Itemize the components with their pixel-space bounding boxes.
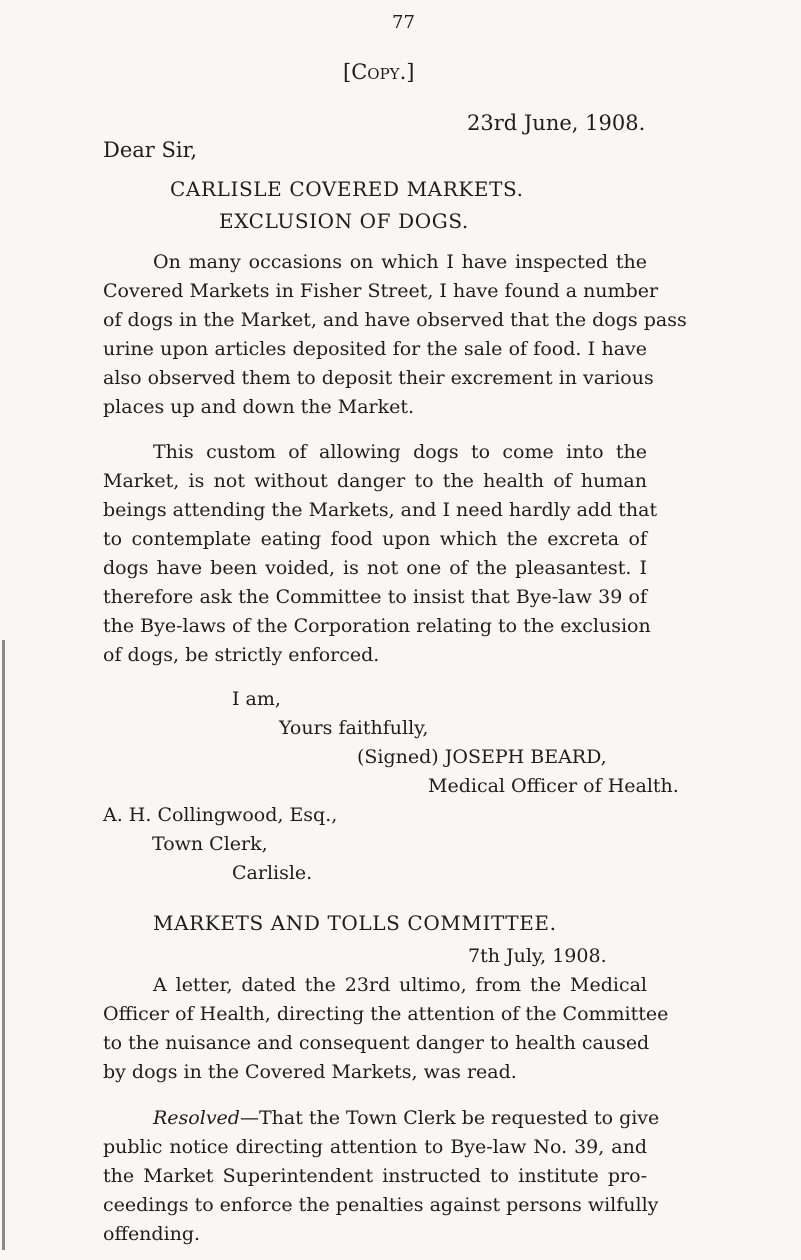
page-edge-shadow <box>2 640 5 1250</box>
page-number: 77 <box>392 12 415 33</box>
text-line: to the nuisance and consequent danger to health caused <box>103 1032 650 1054</box>
text-line: On many occasions on which I have inspected the <box>153 251 647 273</box>
text-line: places up and down the Market. <box>103 396 415 418</box>
text-line: dogs have been voided, is not one of the pleasantest. I <box>103 557 647 579</box>
text-line: by dogs in the Covered Markets, was read. <box>103 1061 517 1083</box>
heading-carlisle-covered-markets: CARLISLE COVERED MARKETS. <box>170 177 524 201</box>
text-line: also observed them to deposit their excrement in various <box>103 367 654 389</box>
closing-yours: Yours faithfully, <box>279 717 429 739</box>
text-line: A letter, dated the 23rd ultimo, from the Medical <box>153 974 647 996</box>
text-line: beings attending the Markets, and I need hardly add that <box>103 499 658 521</box>
text-line: the Bye-laws of the Corporation relating to the exclusion <box>103 615 651 637</box>
text-line: urine upon articles deposited for the sale of food. I have <box>103 338 647 360</box>
addressee-position: Town Clerk, <box>152 833 268 855</box>
text-line: Covered Markets in Fisher Street, I have found a number <box>103 280 659 302</box>
heading-exclusion-of-dogs: EXCLUSION OF DOGS. <box>219 209 469 233</box>
text-line: ceedings to enforce the penalties against persons wilfully <box>103 1194 659 1216</box>
text-line: offending. <box>103 1223 201 1245</box>
text-line: This custom of allowing dogs to come into the <box>153 441 647 463</box>
addressee-place: Carlisle. <box>232 862 313 884</box>
text-line: of dogs in the Market, and have observed that the dogs pass <box>103 309 687 331</box>
text-line: to contemplate eating food upon which the excreta of <box>103 528 647 550</box>
text-line: of dogs, be strictly enforced. <box>103 644 380 666</box>
text-line: public notice directing attention to Bye-law No. 39, and <box>103 1136 647 1158</box>
committee-date: 7th July, 1908. <box>468 945 607 967</box>
closing-signature: (Signed) JOSEPH BEARD, <box>357 746 607 768</box>
copy-label: [Copy.] <box>343 60 415 84</box>
addressee-name: A. H. Collingwood, Esq., <box>103 804 338 826</box>
resolved-label: Resolved <box>153 1107 240 1129</box>
text-line: the Market Superintendent instructed to institute pro- <box>103 1165 647 1187</box>
closing-title: Medical Officer of Health. <box>428 775 679 797</box>
text-line: Market, is not without danger to the health of human <box>103 470 647 492</box>
salutation: Dear Sir, <box>103 138 198 162</box>
text-line <box>153 1107 660 1129</box>
committee-heading: MARKETS AND TOLLS COMMITTEE. <box>153 911 557 935</box>
text-line: therefore ask the Committee to insist that Bye-law 39 of <box>103 586 647 608</box>
resolved-first-line: —That the Town Clerk be requested to give <box>239 1107 660 1129</box>
closing-i-am: I am, <box>232 688 281 710</box>
letter-date: 23rd June, 1908. <box>467 111 646 135</box>
text-line: Officer of Health, directing the attention of the Committee <box>103 1003 669 1025</box>
